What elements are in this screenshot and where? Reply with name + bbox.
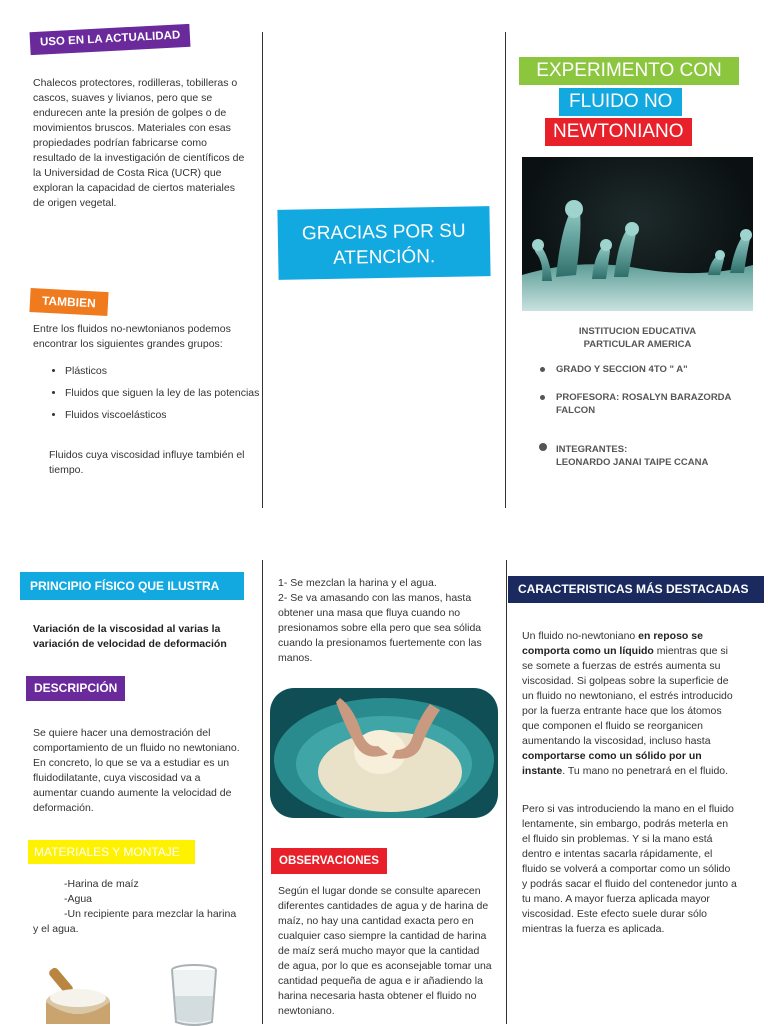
uso-tag: USO EN LA ACTUALIDAD: [30, 24, 191, 55]
material-item: -Harina de maíz: [64, 878, 139, 890]
caracteristicas-p2: Pero si vas introduciendo la mano en el fluido lentamente, sin embargo, podrás meterla en el fluido sin problemas. Y si la mano está dentro e intentas sacarla rápidamente, el fluido se volverá a comportar como un sólido y podrás sacar el fluido del contenedor junto a tu mano. A mayor fuerza aplicada mayor viscosidad. Este efecto suele durar sólo mientras la fuerza es aplicada.: [522, 803, 737, 935]
p1-segment: mientras que si se somete a fuerzas de estrés aumenta su viscosidad. Si golpeas sobre la superficie de un fluido no newtoniano, el estrés introducido por la fuerza entrante hace que los átomos que componen el fluido se reorganicen aumentando la viscosidad, incluso hasta: [522, 645, 733, 747]
fluid-groups-list: [33, 364, 265, 430]
title-line-1: EXPERIMENTO CON: [519, 57, 739, 85]
fold-line: [262, 560, 263, 1024]
members-name: LEONARDO JANAI TAIPE CCANA: [556, 457, 709, 468]
material-item-tail: y el agua.: [33, 923, 79, 935]
principio-tag: PRINCIPIO FÍSICO QUE ILUSTRA: [20, 572, 244, 600]
thanks-text: GRACIAS POR SU ATENCIÓN.: [301, 220, 466, 269]
caracteristicas-tag: CARACTERISTICAS MÁS DESTACADAS: [508, 576, 764, 603]
principio-text: Variación de la viscosidad al varias la variación de velocidad de deformación: [33, 623, 227, 650]
fold-line: [262, 32, 263, 508]
step-2: 2- Se va amasando con las manos, hasta obtener una masa que fluya cuando no presionamos sobre ella pero que sea sólida cuando la presionamos fuertemente con las manos.: [278, 592, 482, 664]
grade-text: GRADO Y SECCION 4TO " A": [556, 364, 688, 375]
list-item: • Fluidos viscoelásticos: [65, 408, 265, 422]
p1-bold: en reposo se comporta como un líquido: [522, 630, 703, 657]
uso-text: Chalecos protectores, rodilleras, tobilleras o cascos, suaves y livianos, pero que se endurecen ante la presión de golpes o de movimientos bruscos. Materiales con esas propiedades podrían fabricarse como resultado de la investigación de científicos de la Universidad de Costa Rica (UCR) que exploran la capacidad de ciertos materiales de origen vegetal.: [33, 77, 245, 209]
list-item: • Plásticos: [65, 364, 265, 378]
descripcion-text: Se quiere hacer una demostración del comportamiento de un fluido no newtoniano. En concreto, lo que se va a estudiar es un fluidodilatante, cuya viscosidad va a aumentar cuando aumente la velocidad de deformación.: [33, 727, 240, 814]
descripcion-tag: DESCRIPCIÓN: [26, 676, 125, 701]
p1-bold: comportarse como un sólido por un instante: [522, 750, 702, 777]
tambien-intro: Entre los fluidos no-newtonianos podemos encontrar los siguientes grandes grupos:: [33, 323, 231, 350]
materiales-tag: MATERIALES Y MONTAJE: [28, 840, 195, 864]
fold-line: [505, 32, 506, 508]
water-glass-image: [166, 962, 222, 1026]
members-label: INTEGRANTES:: [556, 444, 628, 455]
title-line-3: NEWTONIANO: [545, 118, 692, 146]
bullet-icon: [540, 395, 545, 400]
tambien-note: Fluidos cuya viscosidad influye también el tiempo.: [49, 449, 245, 476]
material-item: -Agua: [64, 893, 93, 905]
list-item: • Fluidos que siguen la ley de las potencias: [65, 386, 265, 400]
institution-line-1: INSTITUCION EDUCATIVA: [578, 326, 697, 337]
caracteristicas-p1: [522, 629, 738, 779]
observaciones-tag: OBSERVACIONES: [271, 848, 387, 874]
teacher-text: PROFESORA: ROSALYN BARAZORDA FALCON: [556, 392, 732, 416]
fold-line: [506, 560, 507, 1024]
tambien-tag: TAMBIEN: [29, 288, 108, 316]
mixing-bowl-image: [270, 688, 498, 818]
institution-line-2: PARTICULAR AMERICA: [583, 339, 692, 350]
step-1: 1- Se mezclan la harina y el agua.: [278, 577, 437, 589]
bullet-icon: [540, 367, 545, 372]
splash-drawing: [522, 157, 753, 311]
fluid-splash-image: [522, 157, 753, 311]
flour-bowl-image: [42, 960, 132, 1024]
title-line-2: FLUIDO NO: [559, 88, 682, 116]
observaciones-text: Según el lugar donde se consulte aparecen diferentes cantidades de agua y de harina de maíz, no hay una cantidad exacta pero en cualquier caso siempre la cantidad de harina de maíz será mucho mayor que la cantidad de agua, por lo que es aconsejable tomar una cantidad pequeña de agua e ir añadiendo la harina necesaria hasta obtener el fluido no newtoniano.: [278, 885, 492, 1017]
bullet-icon: [539, 443, 547, 451]
p1-segment: Un fluido no-newtoniano: [522, 630, 639, 642]
p1-segment: . Tu mano no penetrará en el fluido.: [562, 765, 729, 777]
bowl-drawing: [270, 688, 498, 818]
material-item: -Un recipiente para mezclar la harina: [64, 908, 237, 920]
